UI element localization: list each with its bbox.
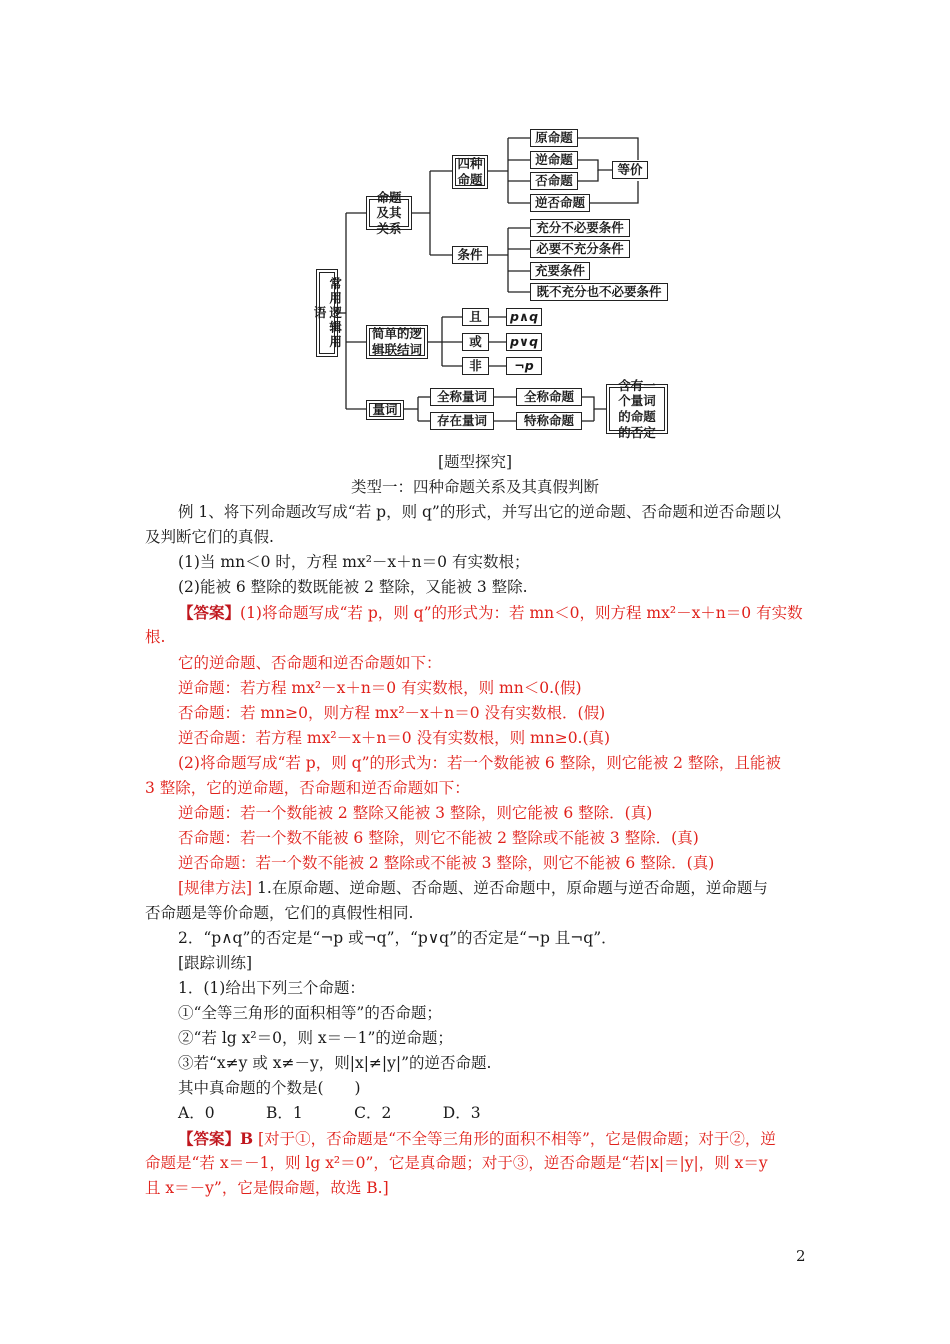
- answer2-tag: 【答案】B: [178, 1129, 254, 1148]
- node-or: 或: [462, 333, 489, 351]
- answer-line-3: 逆命题：若方程 mx²－x＋n＝0 有实数根，则 mn＜0.(假): [178, 679, 582, 697]
- node-existential-prop: 特称命题: [516, 412, 582, 430]
- method-tag: [规律方法]: [178, 879, 253, 897]
- root-node: 常用逻辑用语: [316, 269, 338, 357]
- node-quantifier: 量词: [366, 400, 404, 420]
- node-condition: 条件: [452, 246, 488, 264]
- method-text-1: 1.在原命题、逆命题、否命题、逆否命题中，原命题与逆否命题，逆命题与: [252, 879, 768, 897]
- node-necessary: 必要不充分条件: [530, 240, 630, 258]
- practice-options: A．0 B．1 C．2 D．3: [178, 1104, 481, 1122]
- node-sufficient: 充分不必要条件: [530, 219, 630, 237]
- node-universal-prop: 全称命题: [516, 388, 582, 406]
- practice-line-3: ③若“x≠y 或 x≠－y，则|x|≠|y|”的逆否命题.: [178, 1054, 492, 1072]
- node-original: 原命题: [530, 129, 578, 147]
- answer-line-5: 逆否命题：若方程 mx²－x＋n＝0 没有实数根，则 mn≥0.(真): [178, 729, 611, 747]
- method-line-1: [178, 876, 843, 901]
- node-and-formula: p∧q: [506, 308, 542, 326]
- node-contrapositive: 逆否命题: [530, 194, 590, 212]
- practice-title: [跟踪训练]: [178, 954, 253, 972]
- node-existential: 存在量词: [430, 412, 494, 430]
- node-iff: 充要条件: [530, 262, 590, 280]
- answer-line-2: 它的逆命题、否命题和逆否命题如下：: [178, 654, 442, 672]
- method-line-2: 2．“p∧q”的否定是“¬p 或¬q”，“p∨q”的否定是“¬p 且¬q”．: [178, 929, 617, 947]
- page-number: 2: [796, 1247, 806, 1265]
- node-propositions-relations: 命题及其关系: [366, 196, 412, 230]
- node-not-formula: ¬p: [506, 357, 542, 375]
- practice-line-4: 其中真命题的个数是( ): [178, 1079, 361, 1097]
- example-line-2: 及判断它们的真假.: [145, 528, 274, 546]
- answer2-text-1: [对于①，否命题是“不全等三角形的面积不相等”，它是假命题；对于②，逆: [253, 1130, 776, 1148]
- practice-line-2: ②“若 lg x²＝0，则 x＝－1”的逆命题；: [178, 1029, 453, 1047]
- answer-line-7: 逆命题：若一个数能被 2 整除又能被 3 整除，则它能被 6 整除．(真): [178, 804, 653, 822]
- answer-text-1: (1)将命题写成“若 p，则 q”的形式为：若 mn＜0，则方程 mx²－x＋n＝0 有实数: [240, 604, 803, 622]
- node-and: 且: [462, 308, 489, 326]
- answer-line-1: [178, 600, 843, 626]
- example-q1: (1)当 mn＜0 时，方程 mx²－x＋n＝0 有实数根；: [178, 553, 530, 571]
- diagram-connectors: [0, 0, 950, 450]
- answer2-line-1: [178, 1126, 843, 1152]
- answer-tag: 【答案】: [178, 603, 241, 622]
- type-title: 类型一：四种命题关系及其真假判断: [350, 478, 599, 496]
- answer-line-1b: 根.: [145, 628, 166, 646]
- node-negation: 含有一个量词的命题的否定: [606, 384, 668, 434]
- section-title: [题型探究]: [437, 453, 513, 471]
- answer-line-8: 否命题：若一个数不能被 6 整除，则它不能被 2 整除或不能被 3 整除．(真): [178, 829, 699, 847]
- node-neither: 既不充分也不必要条件: [530, 283, 668, 301]
- node-not: 非: [462, 357, 489, 375]
- node-universal: 全称量词: [430, 388, 494, 406]
- node-logical-connectives: 简单的逻辑联结词: [366, 325, 428, 359]
- answer-line-6: (2)将命题写成“若 p，则 q”的形式为：若一个数能被 6 整除，则它能被 2 整除，且能被: [178, 754, 781, 772]
- node-converse: 逆命题: [530, 151, 578, 169]
- practice-line-1: ①“全等三角形的面积相等”的否命题；: [178, 1004, 442, 1022]
- answer-line-9: 逆否命题：若一个数不能被 2 整除或不能被 3 整除，则它不能被 6 整除．(真): [178, 854, 715, 872]
- node-or-formula: p∨q: [506, 333, 542, 351]
- node-inverse: 否命题: [530, 172, 578, 190]
- example-q2: (2)能被 6 整除的数既能被 2 整除，又能被 3 整除.: [178, 578, 528, 596]
- answer-line-6b: 3 整除，它的逆命题，否命题和逆否命题如下：: [145, 779, 470, 797]
- method-line-1b: 否命题是等价命题，它们的真假性相同.: [145, 904, 414, 922]
- example-line-1: 例 1、将下列命题改写成“若 p，则 q”的形式，并写出它的逆命题、否命题和逆否命题以: [178, 503, 781, 521]
- practice-line-0: 1．(1)给出下列三个命题：: [178, 979, 365, 997]
- answer2-line-2: 命题是“若 x＝－1，则 lg x²＝0”，它是真命题；对于③，逆否命题是“若|x|＝|y|，则 x＝y: [145, 1154, 768, 1172]
- node-four-propositions: 四种命题: [452, 155, 488, 189]
- answer-line-4: 否命题：若 mn≥0，则方程 mx²－x＋n＝0 没有实数根．(假): [178, 704, 606, 722]
- answer2-line-3: 且 x＝－y”，它是假命题，故选 B.]: [145, 1179, 389, 1197]
- node-equivalent: 等价: [612, 161, 648, 179]
